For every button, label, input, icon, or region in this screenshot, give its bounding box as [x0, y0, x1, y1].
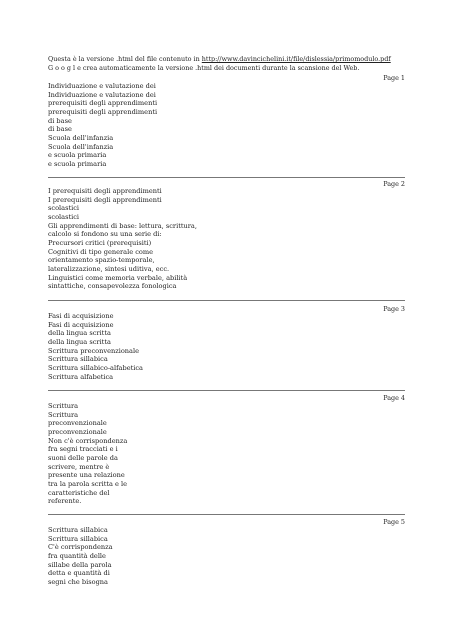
text-line: detta e quantità di — [48, 569, 110, 578]
page-number-label: Page 2 — [383, 180, 405, 188]
text-line: Scrittura — [48, 410, 79, 419]
text-line: orientamento spazio-temporale, — [48, 256, 155, 265]
text-line: Scrittura — [48, 402, 79, 410]
cache-notice-line: G o o g l e crea automaticamente la versione .html dei documenti durante la scansione del Web. — [48, 63, 360, 72]
text-line: Individuazione e valutazione dei — [48, 82, 156, 90]
text-line: preconvenzionale — [48, 427, 107, 436]
text-line: referente. — [48, 497, 82, 506]
cache-source-prefix: Questa è la versione .html del file contenuto in — [48, 55, 200, 63]
text-line: prerequisiti degli apprendimenti — [48, 107, 158, 116]
horizontal-rule — [48, 390, 405, 391]
text-line: segni che bisogna — [48, 577, 108, 586]
page-number-label: Page 3 — [383, 305, 405, 313]
text-line: prerequisiti degli apprendimenti — [48, 99, 158, 108]
text-line: Scrittura preconvenzionale — [48, 346, 139, 355]
text-line: I prerequisiti degli apprendimenti — [48, 195, 162, 204]
page-text-block — [48, 526, 113, 587]
text-line: e scuola primaria — [48, 159, 107, 168]
text-line: Linguistici come memoria verbale, abilità — [48, 273, 188, 282]
text-line: di base — [48, 125, 72, 134]
text-line: Scrittura sillabica — [48, 534, 108, 543]
page-text-block — [48, 187, 197, 291]
text-line: lateralizzazione, sintesi uditiva, ecc. — [48, 264, 170, 273]
text-line: sillabe della parola — [48, 560, 112, 569]
text-line: Precursori critici (prerequisiti) — [48, 238, 152, 247]
text-line: suoni delle parole da — [48, 453, 118, 462]
text-line: fra segni tracciati e i — [48, 445, 118, 454]
horizontal-rule — [48, 300, 405, 301]
text-line: Scrittura alfabetica — [48, 372, 114, 381]
text-line: tra la parola scritta e le — [48, 479, 128, 488]
text-line: Gli apprendimenti di base: lettura, scrittura, — [48, 221, 197, 230]
text-line: presente una relazione — [48, 471, 125, 480]
text-line: preconvenzionale — [48, 419, 107, 428]
page-text-block — [48, 312, 143, 381]
text-line: di base — [48, 116, 72, 125]
cache-source-line — [48, 55, 408, 64]
page-number-label: Page 5 — [383, 518, 405, 526]
page-text-block — [48, 402, 127, 506]
text-line: caratteristiche del — [48, 488, 110, 497]
text-line: scolastici — [48, 204, 80, 213]
page-number-label: Page 1 — [383, 74, 405, 82]
text-line: della lingua scritta — [48, 337, 111, 346]
text-line: della lingua scritta — [48, 329, 111, 338]
page-number-label: Page 4 — [383, 394, 405, 402]
horizontal-rule — [48, 514, 405, 515]
text-line: Cognitivi di tipo generale come — [48, 247, 154, 256]
text-line: Scrittura sillabico-alfabetica — [48, 363, 143, 372]
horizontal-rule — [48, 177, 405, 178]
text-line: Non c'è corrispondenza — [48, 436, 128, 445]
text-line: I prerequisiti degli apprendimenti — [48, 187, 162, 195]
page-text-block — [48, 82, 157, 169]
text-line: Scuola dell'infanzia — [48, 133, 114, 142]
source-pdf-link[interactable]: http://www.davincichelini.it/file/dislessia/primomodulo.pdf — [201, 55, 391, 63]
text-line: scrivere, mentre è — [48, 462, 110, 471]
text-line: calcolo si fondono su una serie di: — [48, 230, 162, 239]
cache-header — [48, 55, 408, 72]
text-line: Fasi di acquisizione — [48, 312, 114, 320]
text-line: C'è corrispondenza — [48, 543, 113, 552]
text-line: e scuola primaria — [48, 151, 107, 160]
text-line: Scuola dell'infanzia — [48, 142, 114, 151]
text-line: Scrittura sillabica — [48, 526, 108, 534]
text-line: fra quantità delle — [48, 551, 106, 560]
text-line: scolastici — [48, 212, 80, 221]
text-line: sintattiche, consapevolezza fonologica — [48, 282, 177, 291]
text-line: Scrittura sillabica — [48, 355, 108, 364]
text-line: Fasi di acquisizione — [48, 320, 114, 329]
text-line: Individuazione e valutazione dei — [48, 90, 156, 99]
